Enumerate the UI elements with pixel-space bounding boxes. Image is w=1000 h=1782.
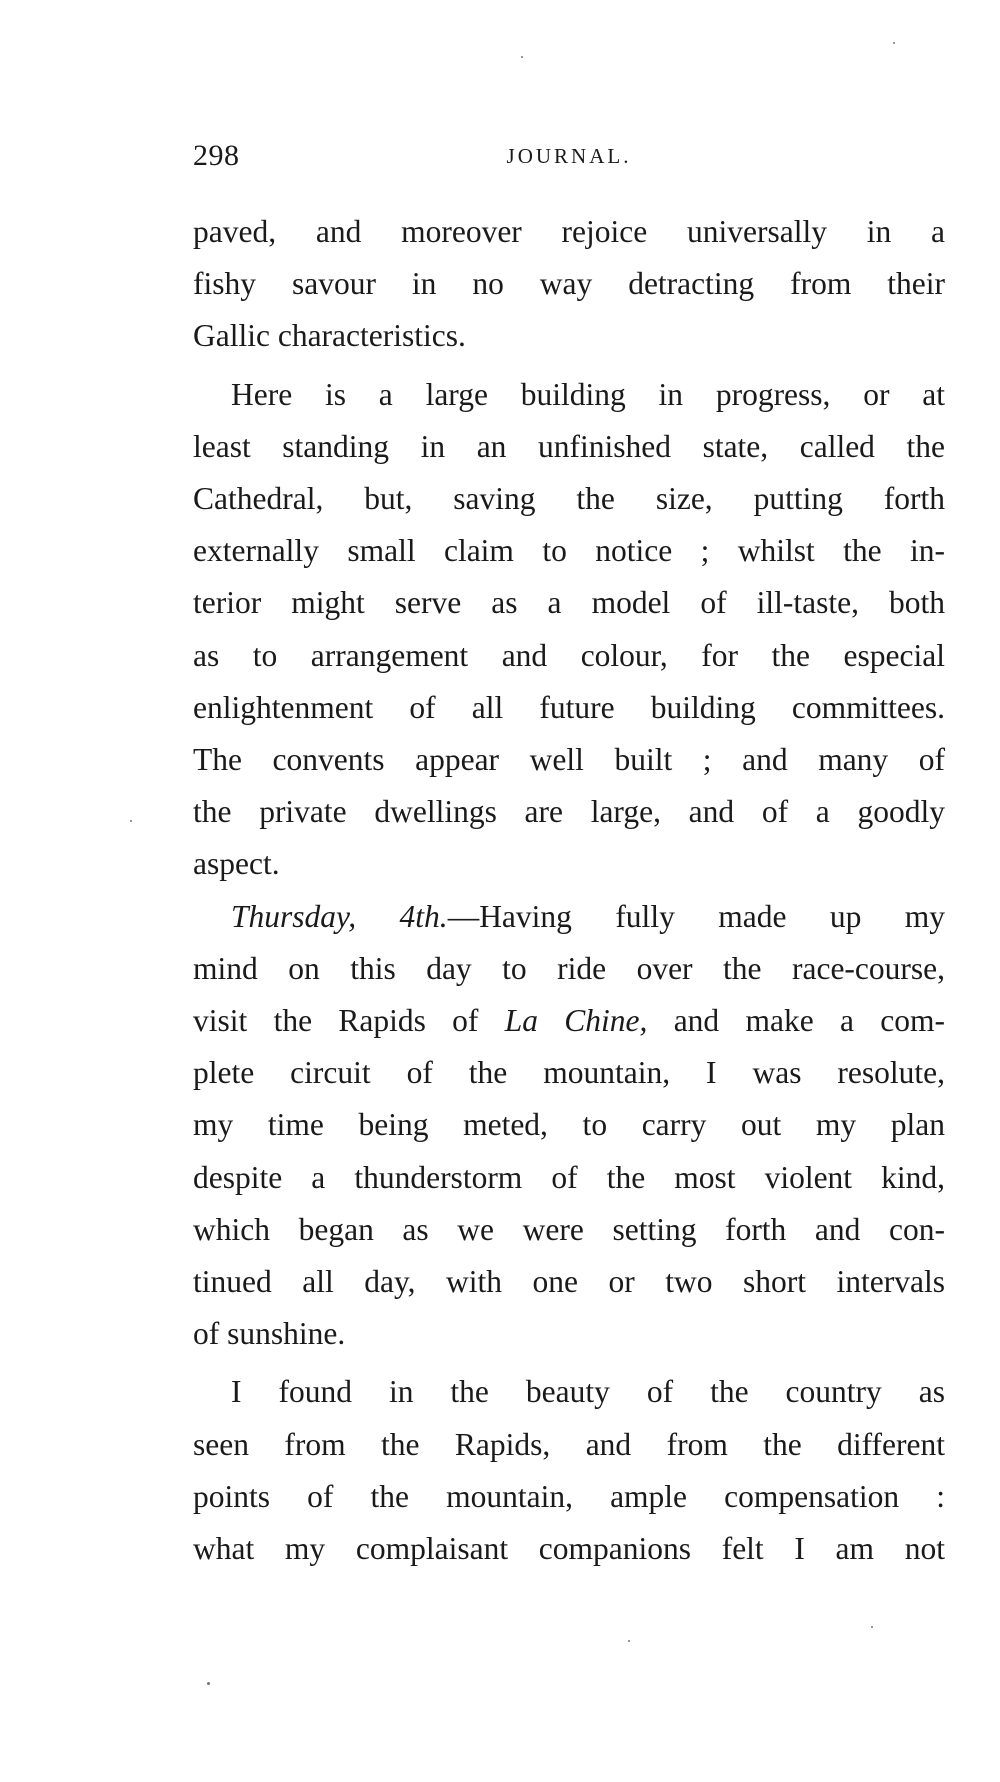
text-line: Cathedral, but, saving the size, putting forth (193, 481, 945, 517)
paper-speck (207, 1682, 210, 1685)
paper-speck (628, 1640, 630, 1642)
paragraph-2 (193, 369, 945, 891)
paragraph-3 (193, 891, 945, 1361)
text-fragment: and make a com- (647, 1003, 945, 1039)
running-title: JOURNAL. (506, 144, 632, 168)
text-line: mind on this day to ride over the race-course, (193, 950, 945, 986)
paragraph-4 (193, 1366, 945, 1575)
text-line (193, 995, 945, 1047)
text-line: enlightenment of all future building committees. (193, 689, 945, 725)
running-head (193, 138, 945, 174)
text-line: my time being meted, to carry out my plan (193, 1107, 945, 1143)
text-line: as to arrangement and colour, for the especial (193, 637, 945, 673)
body-text (193, 206, 945, 1575)
text-line: what my complaisant companions felt I am not (193, 1531, 945, 1567)
text-line: externally small claim to notice ; whilst the in- (193, 533, 945, 569)
text-line: the private dwellings are large, and of a goodly (193, 794, 945, 830)
text-line (193, 891, 945, 943)
text-line: Here is a large building in progress, or at (231, 376, 945, 412)
text-line: points of the mountain, ample compensation : (193, 1478, 945, 1514)
text-line: least standing in an unfinished state, called the (193, 428, 945, 464)
paragraph-1 (193, 206, 945, 363)
page-number: 298 (193, 139, 240, 172)
text-line: I found in the beauty of the country as (231, 1374, 945, 1410)
paper-speck (521, 56, 523, 58)
text-line: which began as we were setting forth and con- (193, 1211, 945, 1247)
paper-speck (130, 820, 132, 822)
text-line: plete circuit of the mountain, I was resolute, (193, 1055, 945, 1091)
text-line: seen from the Rapids, and from the different (193, 1426, 945, 1462)
text-fragment: —Having fully made up my (447, 898, 945, 934)
paper-speck (893, 42, 895, 44)
text-fragment: visit the Rapids of (193, 1003, 505, 1039)
place-name: La Chine, (504, 1003, 648, 1039)
text-line: tinued all day, with one or two short intervals (193, 1264, 945, 1300)
date-heading: Thursday, 4th. (231, 898, 448, 934)
text-line: despite a thunderstorm of the most violent kind, (193, 1159, 945, 1195)
text-line: Gallic characteristics. (193, 318, 466, 354)
text-line: terior might serve as a model of ill-taste, both (193, 585, 945, 621)
text-line: aspect. (193, 846, 280, 882)
text-line: The convents appear well built ; and many of (193, 742, 945, 778)
text-line: of sunshine. (193, 1316, 346, 1352)
text-line: paved, and moreover rejoice universally in a (193, 214, 945, 249)
paper-speck (871, 1626, 873, 1628)
text-line: fishy savour in no way detracting from their (193, 266, 945, 302)
